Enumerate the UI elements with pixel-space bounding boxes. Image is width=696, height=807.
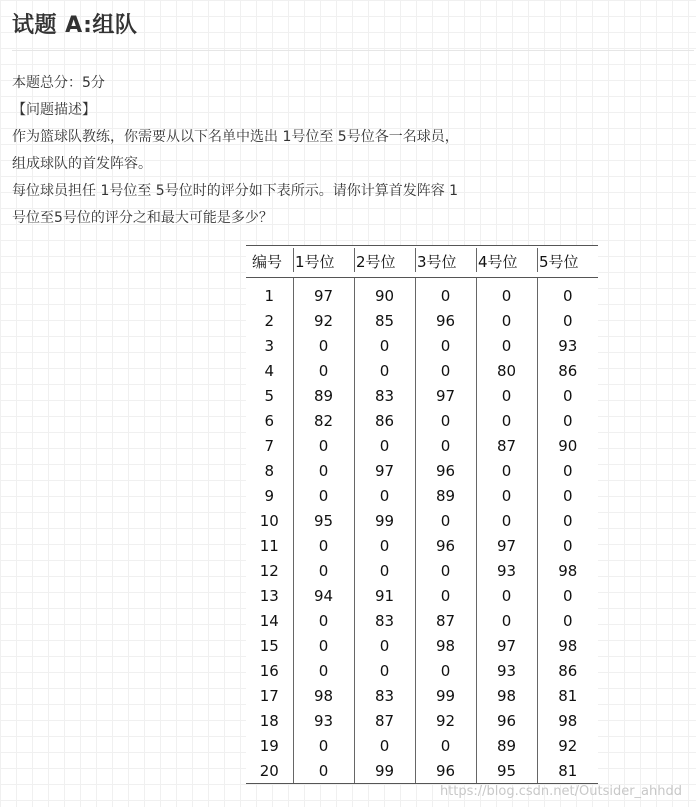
score-cell: 91	[354, 583, 415, 608]
score-cell: 0	[293, 458, 354, 483]
row-id-cell: 6	[264, 411, 275, 430]
score-cell: 0	[293, 533, 354, 558]
score-cell: 0	[476, 608, 537, 633]
table-row	[246, 278, 598, 309]
score-cell: 93	[537, 333, 598, 358]
score-cell: 0	[354, 533, 415, 558]
score-cell: 86	[537, 358, 598, 383]
score-cell: 0	[537, 458, 598, 483]
paragraph-line: 每位球员担任 1号位至 5号位时的评分如下表所示。请你计算首发阵容 1	[12, 183, 459, 199]
score-cell: 0	[415, 358, 476, 383]
score-cell: 94	[293, 583, 354, 608]
table-row	[246, 483, 598, 508]
row-id-cell: 8	[264, 461, 275, 480]
score-cell: 0	[476, 333, 537, 358]
score-cell: 0	[537, 508, 598, 533]
score-cell: 0	[415, 658, 476, 683]
score-cell: 83	[354, 608, 415, 633]
watermark: https://blog.csdn.net/Outsider_ahhdd	[439, 784, 682, 799]
score-cell: 0	[415, 508, 476, 533]
table-row	[246, 608, 598, 633]
score-cell: 99	[354, 758, 415, 784]
score-cell: 0	[537, 308, 598, 333]
table-row	[246, 658, 598, 683]
table-row	[246, 733, 598, 758]
score-cell: 87	[476, 433, 537, 458]
score-cell: 0	[293, 333, 354, 358]
score-cell: 0	[354, 433, 415, 458]
row-id-cell: 3	[264, 336, 275, 355]
score-cell: 97	[354, 458, 415, 483]
row-id-cell: 19	[259, 736, 279, 755]
score-cell: 81	[537, 683, 598, 708]
table-row	[246, 633, 598, 658]
row-id-cell: 5	[264, 386, 275, 405]
score-cell: 98	[537, 708, 598, 733]
header-divider	[354, 248, 355, 272]
table-row	[246, 433, 598, 458]
row-id-cell: 12	[259, 561, 279, 580]
table-body	[246, 278, 598, 784]
score-cell: 0	[476, 483, 537, 508]
paragraph-line: 组成球队的首发阵容。	[12, 156, 152, 172]
score-cell: 96	[415, 533, 476, 558]
score-cell: 98	[537, 633, 598, 658]
score-cell: 0	[354, 358, 415, 383]
table-row	[246, 508, 598, 533]
score-cell: 98	[476, 683, 537, 708]
row-id-cell: 14	[259, 611, 279, 630]
table-row	[246, 558, 598, 583]
table-row	[246, 358, 598, 383]
score-cell: 0	[476, 308, 537, 333]
row-id-cell: 4	[264, 361, 275, 380]
score-cell: 0	[537, 608, 598, 633]
score-cell: 92	[415, 708, 476, 733]
header-cell-pos5: 5号位	[537, 246, 598, 278]
paragraph-line: 作为篮球队教练，你需要从以下名单中选出 1号位至 5号位各一名球员，	[12, 129, 459, 145]
score-cell: 0	[293, 658, 354, 683]
header-divider	[476, 248, 477, 272]
score-cell: 0	[476, 583, 537, 608]
score-cell: 0	[354, 733, 415, 758]
score-cell: 89	[293, 383, 354, 408]
score-cell: 0	[415, 583, 476, 608]
score-cell: 0	[293, 733, 354, 758]
table-row	[246, 683, 598, 708]
score-cell: 0	[354, 633, 415, 658]
score-cell: 98	[293, 683, 354, 708]
row-id-cell: 9	[264, 486, 275, 505]
score-cell: 0	[293, 608, 354, 633]
score-cell: 0	[415, 558, 476, 583]
score-cell: 93	[476, 558, 537, 583]
row-id-cell: 7	[264, 436, 275, 455]
score-cell: 86	[537, 658, 598, 683]
score-cell: 0	[476, 383, 537, 408]
score-cell: 87	[354, 708, 415, 733]
section-heading: 【问题描述】	[12, 102, 96, 118]
header-cell-pos1: 1号位	[293, 246, 354, 278]
row-id-cell: 2	[264, 311, 275, 330]
score-cell: 97	[476, 533, 537, 558]
score-cell: 0	[476, 278, 537, 309]
row-id-cell: 16	[259, 661, 279, 680]
score-cell: 97	[293, 278, 354, 309]
score-cell: 0	[476, 408, 537, 433]
row-id-cell: 18	[259, 711, 279, 730]
row-id-cell: 11	[259, 536, 279, 555]
score-cell: 0	[415, 433, 476, 458]
score-cell: 0	[476, 458, 537, 483]
score-cell: 86	[354, 408, 415, 433]
score-cell: 90	[354, 278, 415, 309]
score-cell: 87	[415, 608, 476, 633]
row-id-cell: 15	[259, 636, 279, 655]
score-cell: 96	[415, 758, 476, 784]
score-line: 本题总分：5分	[12, 75, 105, 91]
header-cell-pos2: 2号位	[354, 246, 415, 278]
header-cell-pos4: 4号位	[476, 246, 537, 278]
score-cell: 0	[415, 278, 476, 309]
score-table-grid	[246, 245, 598, 784]
row-id-cell: 17	[259, 686, 279, 705]
score-cell: 0	[354, 558, 415, 583]
paragraph-line: 号位至5号位的评分之和最大可能是多少？	[12, 210, 273, 226]
table-row	[246, 533, 598, 558]
score-cell: 92	[293, 308, 354, 333]
row-id-cell: 20	[246, 758, 293, 784]
score-cell: 0	[415, 333, 476, 358]
title-divider	[12, 50, 694, 51]
score-cell: 0	[537, 583, 598, 608]
score-cell: 0	[354, 483, 415, 508]
score-cell: 0	[415, 408, 476, 433]
score-cell: 83	[354, 383, 415, 408]
score-cell: 99	[354, 508, 415, 533]
score-cell: 96	[415, 458, 476, 483]
score-cell: 90	[537, 433, 598, 458]
score-cell: 81	[537, 758, 598, 784]
score-cell: 83	[354, 683, 415, 708]
score-cell: 0	[537, 483, 598, 508]
score-cell: 0	[537, 278, 598, 309]
score-cell: 0	[476, 508, 537, 533]
score-cell: 0	[293, 483, 354, 508]
score-cell: 0	[537, 383, 598, 408]
header-divider	[415, 248, 416, 272]
score-table	[246, 245, 598, 784]
table-row	[246, 758, 598, 784]
score-cell: 98	[537, 558, 598, 583]
score-cell: 89	[476, 733, 537, 758]
table-row	[246, 333, 598, 358]
score-cell: 0	[537, 533, 598, 558]
row-id-cell: 13	[259, 586, 279, 605]
page-title: 试题 A:组队	[12, 13, 138, 38]
row-id-cell: 10	[259, 511, 279, 530]
score-cell: 80	[476, 358, 537, 383]
row-id-cell: 1	[264, 286, 275, 305]
score-cell: 95	[293, 508, 354, 533]
score-cell: 93	[293, 708, 354, 733]
score-cell: 0	[293, 558, 354, 583]
score-cell: 97	[415, 383, 476, 408]
header-divider	[293, 248, 294, 272]
score-cell: 0	[415, 733, 476, 758]
score-cell: 0	[293, 358, 354, 383]
score-cell: 93	[476, 658, 537, 683]
table-row	[246, 383, 598, 408]
table-row	[246, 583, 598, 608]
score-cell: 96	[476, 708, 537, 733]
score-cell: 0	[537, 408, 598, 433]
score-cell: 85	[354, 308, 415, 333]
table-row	[246, 408, 598, 433]
score-cell: 98	[415, 633, 476, 658]
score-cell: 97	[476, 633, 537, 658]
table-row	[246, 308, 598, 333]
score-cell: 89	[415, 483, 476, 508]
score-cell: 99	[415, 683, 476, 708]
score-cell: 0	[354, 658, 415, 683]
header-cell-pos3: 3号位	[415, 246, 476, 278]
score-cell: 96	[415, 308, 476, 333]
table-header-row	[246, 246, 598, 278]
score-cell: 82	[293, 408, 354, 433]
table-row	[246, 708, 598, 733]
table-row	[246, 458, 598, 483]
score-cell: 0	[293, 758, 354, 784]
header-cell-id: 编号	[246, 246, 293, 278]
score-cell: 0	[293, 633, 354, 658]
score-cell: 0	[354, 333, 415, 358]
header-divider	[537, 248, 538, 272]
score-cell: 95	[476, 758, 537, 784]
score-cell: 0	[293, 433, 354, 458]
score-cell: 92	[537, 733, 598, 758]
